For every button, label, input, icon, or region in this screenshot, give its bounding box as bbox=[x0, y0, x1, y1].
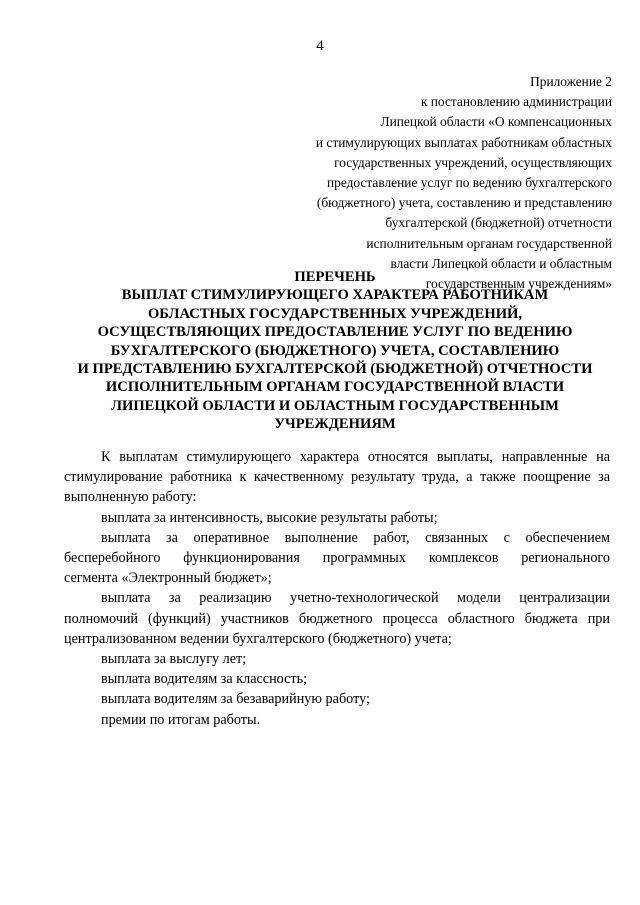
appendix-line: бухгалтерской (бюджетной) отчетности bbox=[385, 215, 612, 231]
list-item: выплата водителям за безаварийную работу; bbox=[101, 691, 370, 708]
list-item: выплата за выслугу лет; bbox=[101, 651, 247, 668]
document-title bbox=[40, 268, 630, 434]
body-line: бесперебойного функционирования программных комплексов регионального bbox=[64, 550, 610, 567]
document-body bbox=[64, 447, 610, 730]
body-line: централизованном ведении бухгалтерского (бюджетного) учета; bbox=[64, 630, 452, 647]
body-line: стимулирование работника к качественному результату труда, а также поощрение за bbox=[64, 469, 610, 486]
title-line: УЧРЕЖДЕНИЯМ bbox=[274, 416, 396, 433]
body-line: К выплатам стимулирующего характера относятся выплаты, направленные на bbox=[101, 449, 610, 465]
title-line: ИСПОЛНИТЕЛЬНЫМ ОРГАНАМ ГОСУДАРСТВЕННОЙ ВЛАСТИ bbox=[105, 379, 565, 396]
appendix-line: (бюджетного) учета, составлению и представлению bbox=[316, 195, 612, 211]
appendix-header bbox=[272, 72, 612, 294]
appendix-line: предоставление услуг по ведению бухгалтерского bbox=[326, 175, 612, 191]
appendix-line: Липецкой области «О компенсационных bbox=[380, 114, 612, 130]
appendix-line: государственных учреждений, осуществляющих bbox=[334, 154, 612, 170]
appendix-line: к постановлению администрации bbox=[420, 94, 612, 110]
title-line: И ПРЕДСТАВЛЕНИЮ БУХГАЛТЕРСКОЙ (БЮДЖЕТНОЙ) ОТЧЕТНОСТИ bbox=[77, 361, 593, 378]
list-item: выплата водителям за классность; bbox=[101, 671, 308, 688]
title-line: ОБЛАСТНЫХ ГОСУДАРСТВЕННЫХ УЧРЕЖДЕНИЙ, bbox=[147, 305, 523, 322]
list-item: выплата за оперативное выполнение работ, связанных с обеспечением bbox=[101, 529, 610, 546]
list-item: выплата за интенсивность, высокие результаты работы; bbox=[101, 509, 438, 526]
title-line: БУХГАЛТЕРСКОГО (БЮДЖЕТНОГО) УЧЕТА, СОСТАВЛЕНИЮ bbox=[110, 342, 560, 359]
page-number: 4 bbox=[316, 38, 324, 54]
title-line: ПЕРЕЧЕНЬ bbox=[294, 269, 376, 285]
appendix-line: власти Липецкой области и областным bbox=[390, 255, 612, 271]
appendix-line: Приложение 2 bbox=[530, 74, 612, 89]
body-line: сегмента «Электронный бюджет»; bbox=[64, 570, 272, 587]
title-line: ВЫПЛАТ СТИМУЛИРУЮЩЕГО ХАРАКТЕРА РАБОТНИКАМ bbox=[121, 287, 549, 304]
title-line: ОСУЩЕСТВЛЯЮЩИХ ПРЕДОСТАВЛЕНИЕ УСЛУГ ПО ВЕДЕНИЮ bbox=[97, 324, 573, 341]
body-line: выполненную работу: bbox=[64, 489, 197, 506]
title-line: ЛИПЕЦКОЙ ОБЛАСТИ И ОБЛАСТНЫМ ГОСУДАРСТВЕННЫМ bbox=[111, 397, 559, 414]
appendix-line: и стимулирующих выплатах работникам областных bbox=[315, 134, 612, 150]
appendix-line: исполнительным органам государственной bbox=[366, 235, 612, 251]
appendix-line: государственным учреждениям» bbox=[425, 276, 612, 292]
list-item: премии по итогам работы. bbox=[101, 711, 261, 728]
list-item: выплата за реализацию учетно-технологической модели централизации bbox=[101, 590, 610, 607]
body-line: полномочий (функций) участников бюджетного процесса областного бюджета при bbox=[64, 610, 610, 627]
